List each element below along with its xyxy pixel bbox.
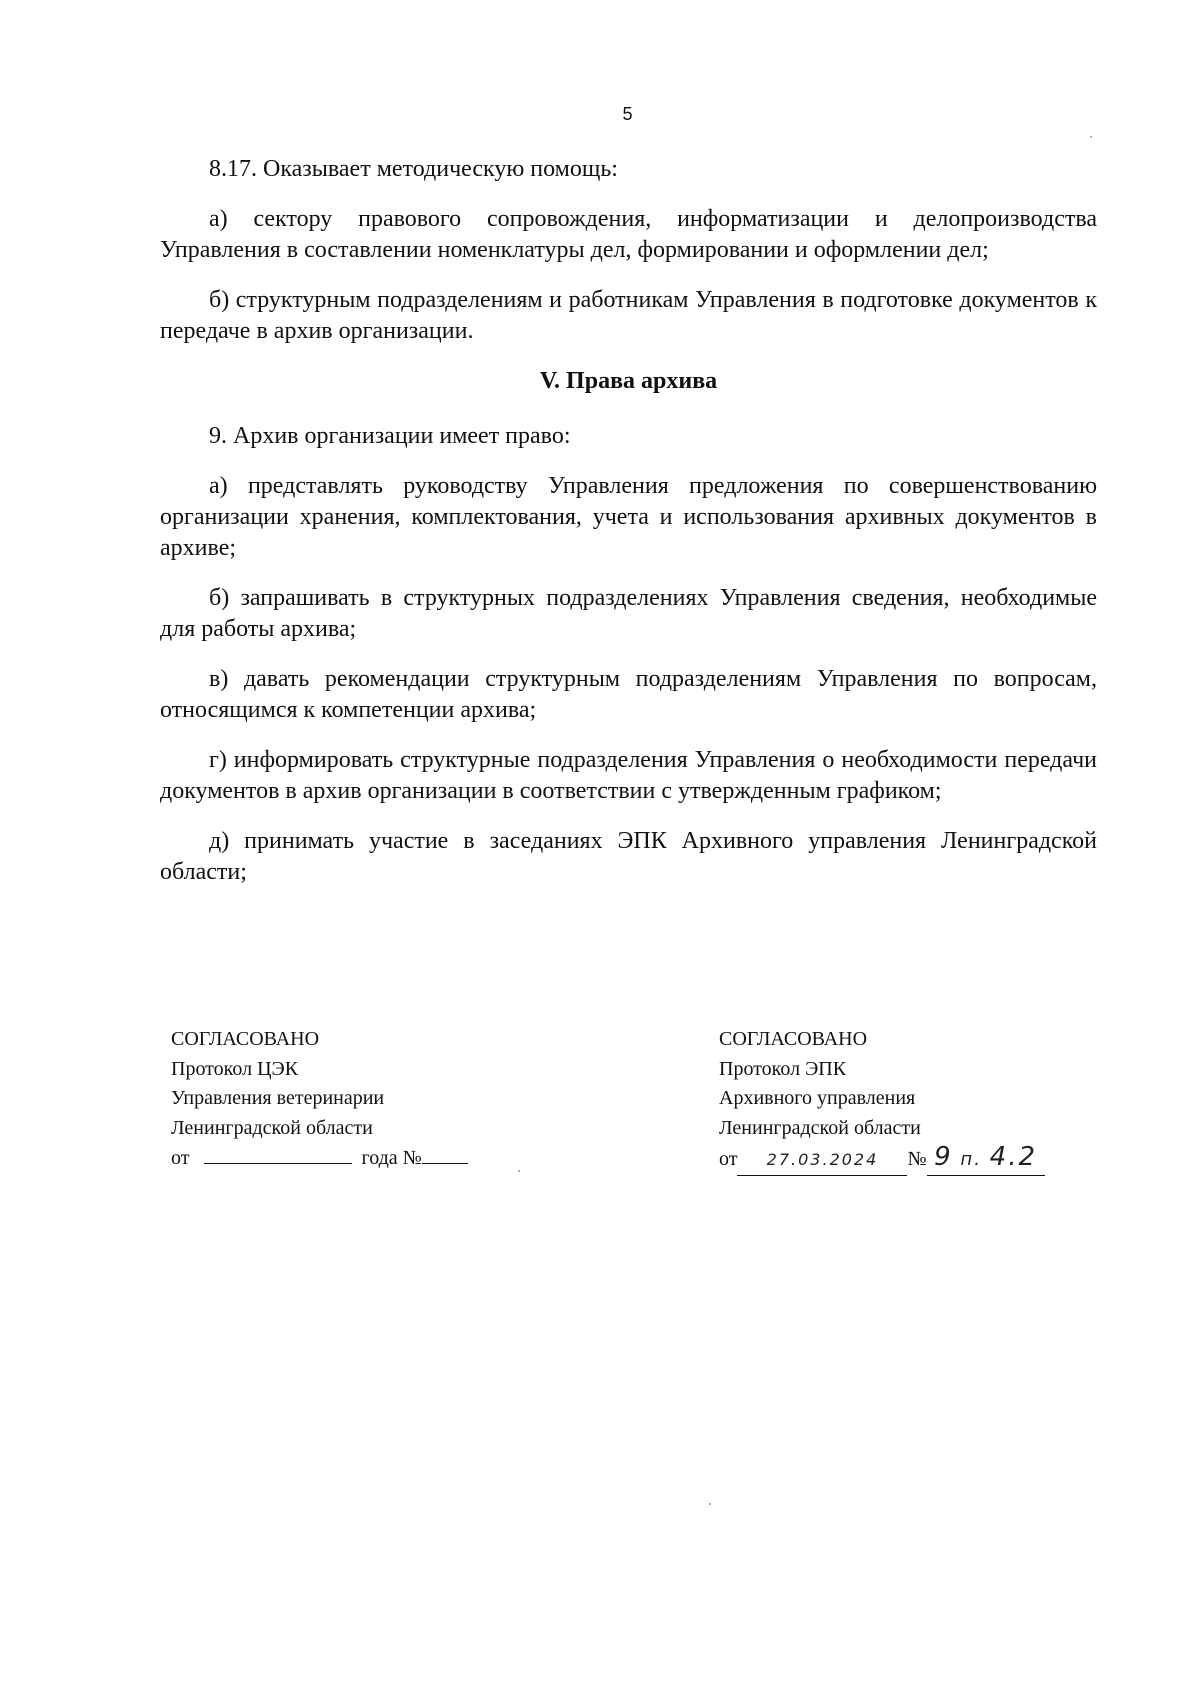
handwritten-item: 4.2: [989, 1142, 1038, 1172]
handwritten-number: 9: [934, 1142, 953, 1172]
section-title: V. Права архива: [539, 368, 718, 394]
handwritten-number-field: [927, 1143, 1045, 1176]
year-number-label: года №: [361, 1147, 422, 1169]
paragraph-9-b: б) запрашивать в структурных подразделениях Управления сведения, необходимые для работы архива;: [160, 585, 1097, 642]
approval-date-line: [171, 1143, 468, 1174]
approval-title: СОГЛАСОВАНО: [171, 1028, 320, 1050]
handwritten-date: 27.03.2024: [737, 1145, 907, 1176]
paragraph-9: 9. Архив организации имеет право:: [209, 423, 571, 449]
scan-speck: [709, 1503, 711, 1505]
paragraph-9-v: в) давать рекомендации структурным подразделениям Управления по вопросам, относящимся к компетенции архива;: [160, 666, 1097, 723]
handwritten-item-prefix: п.: [960, 1149, 982, 1170]
date-blank: [204, 1143, 352, 1164]
scan-speck: [1090, 136, 1092, 138]
paragraph-8-17: 8.17. Оказывает методическую помощь:: [209, 156, 618, 182]
approval-block-right: [719, 1025, 1045, 1176]
approval-protocol: Протокол ЦЭК: [171, 1057, 299, 1080]
paragraph-8-17-a: а) сектору правового сопровождения, информатизации и делопроизводства Управления в составлении номенклатуры дел, формировании и оформлении дел;: [160, 206, 1097, 263]
approval-region: Ленинградской области: [719, 1116, 921, 1139]
page-number: 5: [622, 104, 633, 124]
paragraph-8-17-b: б) структурным подразделениям и работникам Управления в подготовке документов к передаче в архив организации.: [160, 287, 1097, 344]
from-label: от: [171, 1147, 190, 1169]
approval-organization: Архивного управления: [719, 1087, 916, 1109]
approval-protocol: Протокол ЭПК: [719, 1057, 847, 1080]
approval-title: СОГЛАСОВАНО: [719, 1028, 868, 1050]
paragraph-9-a: а) представлять руководству Управления предложения по совершенствованию организации хранения, комплектования, учета и использования архивных документов в архиве;: [160, 473, 1097, 561]
approval-region: Ленинградской области: [171, 1116, 373, 1139]
document-body: [160, 154, 1097, 907]
approval-organization: Управления ветеринарии: [171, 1087, 385, 1109]
number-label: №: [907, 1148, 927, 1170]
scan-speck: [518, 1170, 520, 1172]
from-label: от: [719, 1148, 738, 1170]
approval-date-line: [719, 1143, 1045, 1176]
paragraph-9-d: д) принимать участие в заседаниях ЭПК Архивного управления Ленинградской области;: [160, 828, 1097, 885]
paragraph-9-g: г) информировать структурные подразделения Управления о необходимости передачи документов в архив организации в соответствии с утвержденным графиком;: [160, 747, 1097, 804]
number-blank: [422, 1143, 468, 1164]
approval-block-left: [171, 1025, 468, 1174]
